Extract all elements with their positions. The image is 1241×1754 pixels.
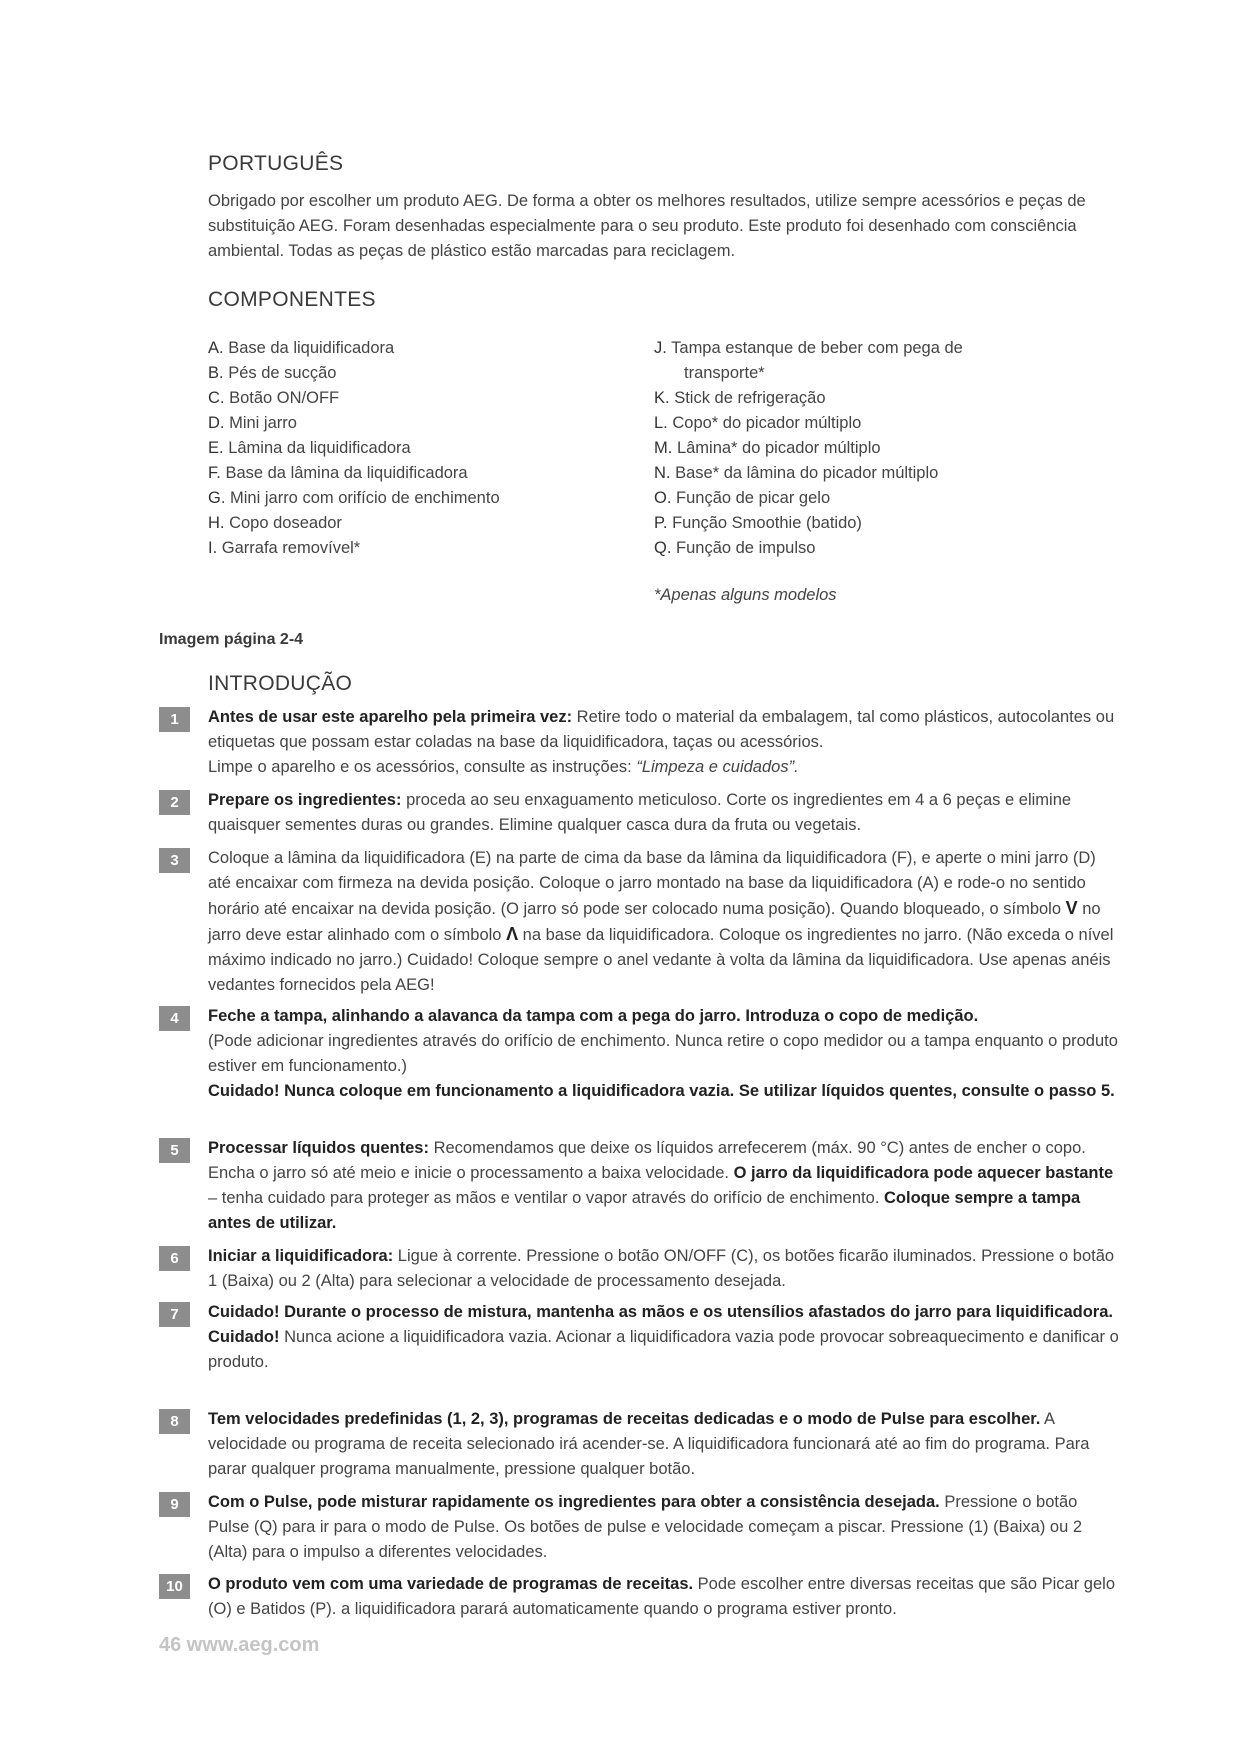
step-text: O produto vem com uma variedade de programas de receitas. Pode escolher entre diversas receitas que são Picar gelo (O) e Batidos (P). a liquidificadora parará automaticamente quando o programa estiver pronto. [208, 1575, 1115, 1618]
component-item: P. Função Smoothie (batido) [654, 514, 862, 532]
component-item: H. Copo doseador [208, 514, 342, 532]
component-item: G. Mini jarro com orifício de enchimento [208, 489, 500, 507]
component-item: E. Lâmina da liquidificadora [208, 439, 411, 457]
step-number-badge: 6 [159, 1246, 190, 1271]
step-text: Processar líquidos quentes: Recomendamos que deixe os líquidos arrefecerem (máx. 90 °C) antes de encher o copo. Encha o jarro só até meio e inicie o processamento a baixa velocidade. O jarro da liquidificadora pode aquecer bastante – tenha cuidado para proteger as mãos e ventilar o vapor através do orifício de enchimento. Coloque sempre a tampa antes de utilizar. [208, 1139, 1114, 1232]
image-reference: Imagem página 2-4 [159, 631, 304, 648]
step-text: Antes de usar este aparelho pela primeira vez: Retire todo o material da embalagem, tal como plásticos, autocolantes ou etiquetas que possam estar coladas na base da liquidificadora, taças ou acessórios. Limpe o aparelho e os acessórios, consulte as instruções: “Limpeza e cuidados”. [208, 708, 1115, 776]
components-list-left [208, 336, 628, 561]
step-number-badge: 8 [159, 1409, 190, 1434]
footnote: *Apenas alguns modelos [654, 586, 837, 604]
step-text: Com o Pulse, pode misturar rapidamente os ingredientes para obter a consistência desejada. Pressione o botão Pulse (Q) para ir para o modo de Pulse. Os botões de pulse e velocidade começam a piscar. Pressione (1) (Baixa) ou 2 (Alta) para o impulso a diferentes velocidades. [208, 1493, 1083, 1561]
section-title-portugues: PORTUGUÊS [208, 152, 344, 175]
component-item: L. Copo* do picador múltiplo [654, 414, 862, 432]
jar-symbol-v: V [1065, 898, 1078, 918]
step-number-badge: 10 [159, 1574, 190, 1599]
step-number-badge: 2 [159, 790, 190, 815]
step-text: Coloque a lâmina da liquidificadora (E) na parte de cima da base da lâmina da liquidificadora (F), e aperte o mini jarro (D) até encaixar com firmeza na devida posição. Coloque o jarro montado na base da liquidificadora (A) e rode-o no sentido horário até encaixar na devida posição. (O jarro só pode ser colocado numa posição). Quando bloqueado, o símbolo V no jarro deve estar alinhado com o símbolo Λ na base da liquidificadora. Coloque os ingredientes no jarro. (Não exceda o nível máximo indicado no jarro.) Cuidado! Coloque sempre o anel vedante à volta da lâmina da liquidificadora. Use apenas anéis vedantes fornecidos pela AEG! [208, 849, 1114, 994]
step-number-badge: 3 [159, 848, 190, 873]
components-list-right [654, 336, 1074, 561]
component-item: C. Botão ON/OFF [208, 389, 340, 407]
page-footer[interactable]: 46 www.aeg.com [159, 1634, 320, 1656]
component-item: O. Função de picar gelo [654, 489, 831, 507]
step-number-badge: 5 [159, 1138, 190, 1163]
section-title-componentes: COMPONENTES [208, 288, 376, 311]
component-item: F. Base da lâmina da liquidificadora [208, 464, 468, 482]
step-text: Prepare os ingredientes: proceda ao seu enxaguamento meticuloso. Corte os ingredientes em 4 a 6 peças e elimine quaisquer sementes duras ou grandes. Elimine qualquer casca dura da fruta ou vegetais. [208, 791, 1072, 834]
component-item: Q. Função de impulso [654, 539, 816, 557]
component-item: A. Base da liquidificadora [208, 339, 395, 357]
step-text: Feche a tampa, alinhando a alavanca da tampa com a pega do jarro. Introduza o copo de medição. (Pode adicionar ingredientes através do orifício de enchimento. Nunca retire o copo medidor ou a tampa enquanto o produto estiver em funcionamento.) Cuidado! Nunca coloque em funcionamento a liquidificadora vazia. Se utilizar líquidos quentes, consulte o passo 5. [208, 1007, 1118, 1100]
component-item: M. Lâmina* do picador múltiplo [654, 439, 881, 457]
component-item: B. Pés de sucção [208, 364, 337, 382]
component-item: D. Mini jarro [208, 414, 297, 432]
step-text: Tem velocidades predefinidas (1, 2, 3), programas de receitas dedicadas e o modo de Pulse para escolher. A velocidade ou programa de receita selecionado irá acender-se. A liquidificadora funcionará até ao fim do programa. Para parar qualquer programa manualmente, pressione qualquer botão. [208, 1410, 1090, 1478]
step-number-badge: 9 [159, 1492, 190, 1517]
section-title-introducao: INTRODUÇÃO [208, 672, 353, 695]
base-symbol-caret: Λ [506, 924, 519, 944]
step-text: Iniciar a liquidificadora: Ligue à corrente. Pressione o botão ON/OFF (C), os botões ficarão iluminados. Pressione o botão 1 (Baixa) ou 2 (Alta) para selecionar a velocidade de processamento desejada. [208, 1247, 1115, 1290]
component-item: I. Garrafa removível* [208, 539, 361, 557]
component-item: J. Tampa estanque de beber com pega de transporte* [654, 339, 963, 382]
step-number-badge: 7 [159, 1302, 190, 1327]
component-item: N. Base* da lâmina do picador múltiplo [654, 464, 939, 482]
step-text: Cuidado! Durante o processo de mistura, mantenha as mãos e os utensílios afastados do jarro para liquidificadora. Cuidado! Nunca acione a liquidificadora vazia. Acionar a liquidificadora vazia pode provocar sobreaquecimento e danificar o produto. [208, 1303, 1119, 1371]
step-number-badge: 1 [159, 707, 190, 732]
component-item: K. Stick de refrigeração [654, 389, 826, 407]
intro-paragraph: Obrigado por escolher um produto AEG. De forma a obter os melhores resultados, utilize sempre acessórios e peças de substituição AEG. Foram desenhadas especialmente para o seu produto. Este produto foi desenhado com consciência ambiental. Todas as peças de plástico estão marcadas para reciclagem. [208, 192, 1086, 260]
step-number-badge: 4 [159, 1006, 190, 1031]
